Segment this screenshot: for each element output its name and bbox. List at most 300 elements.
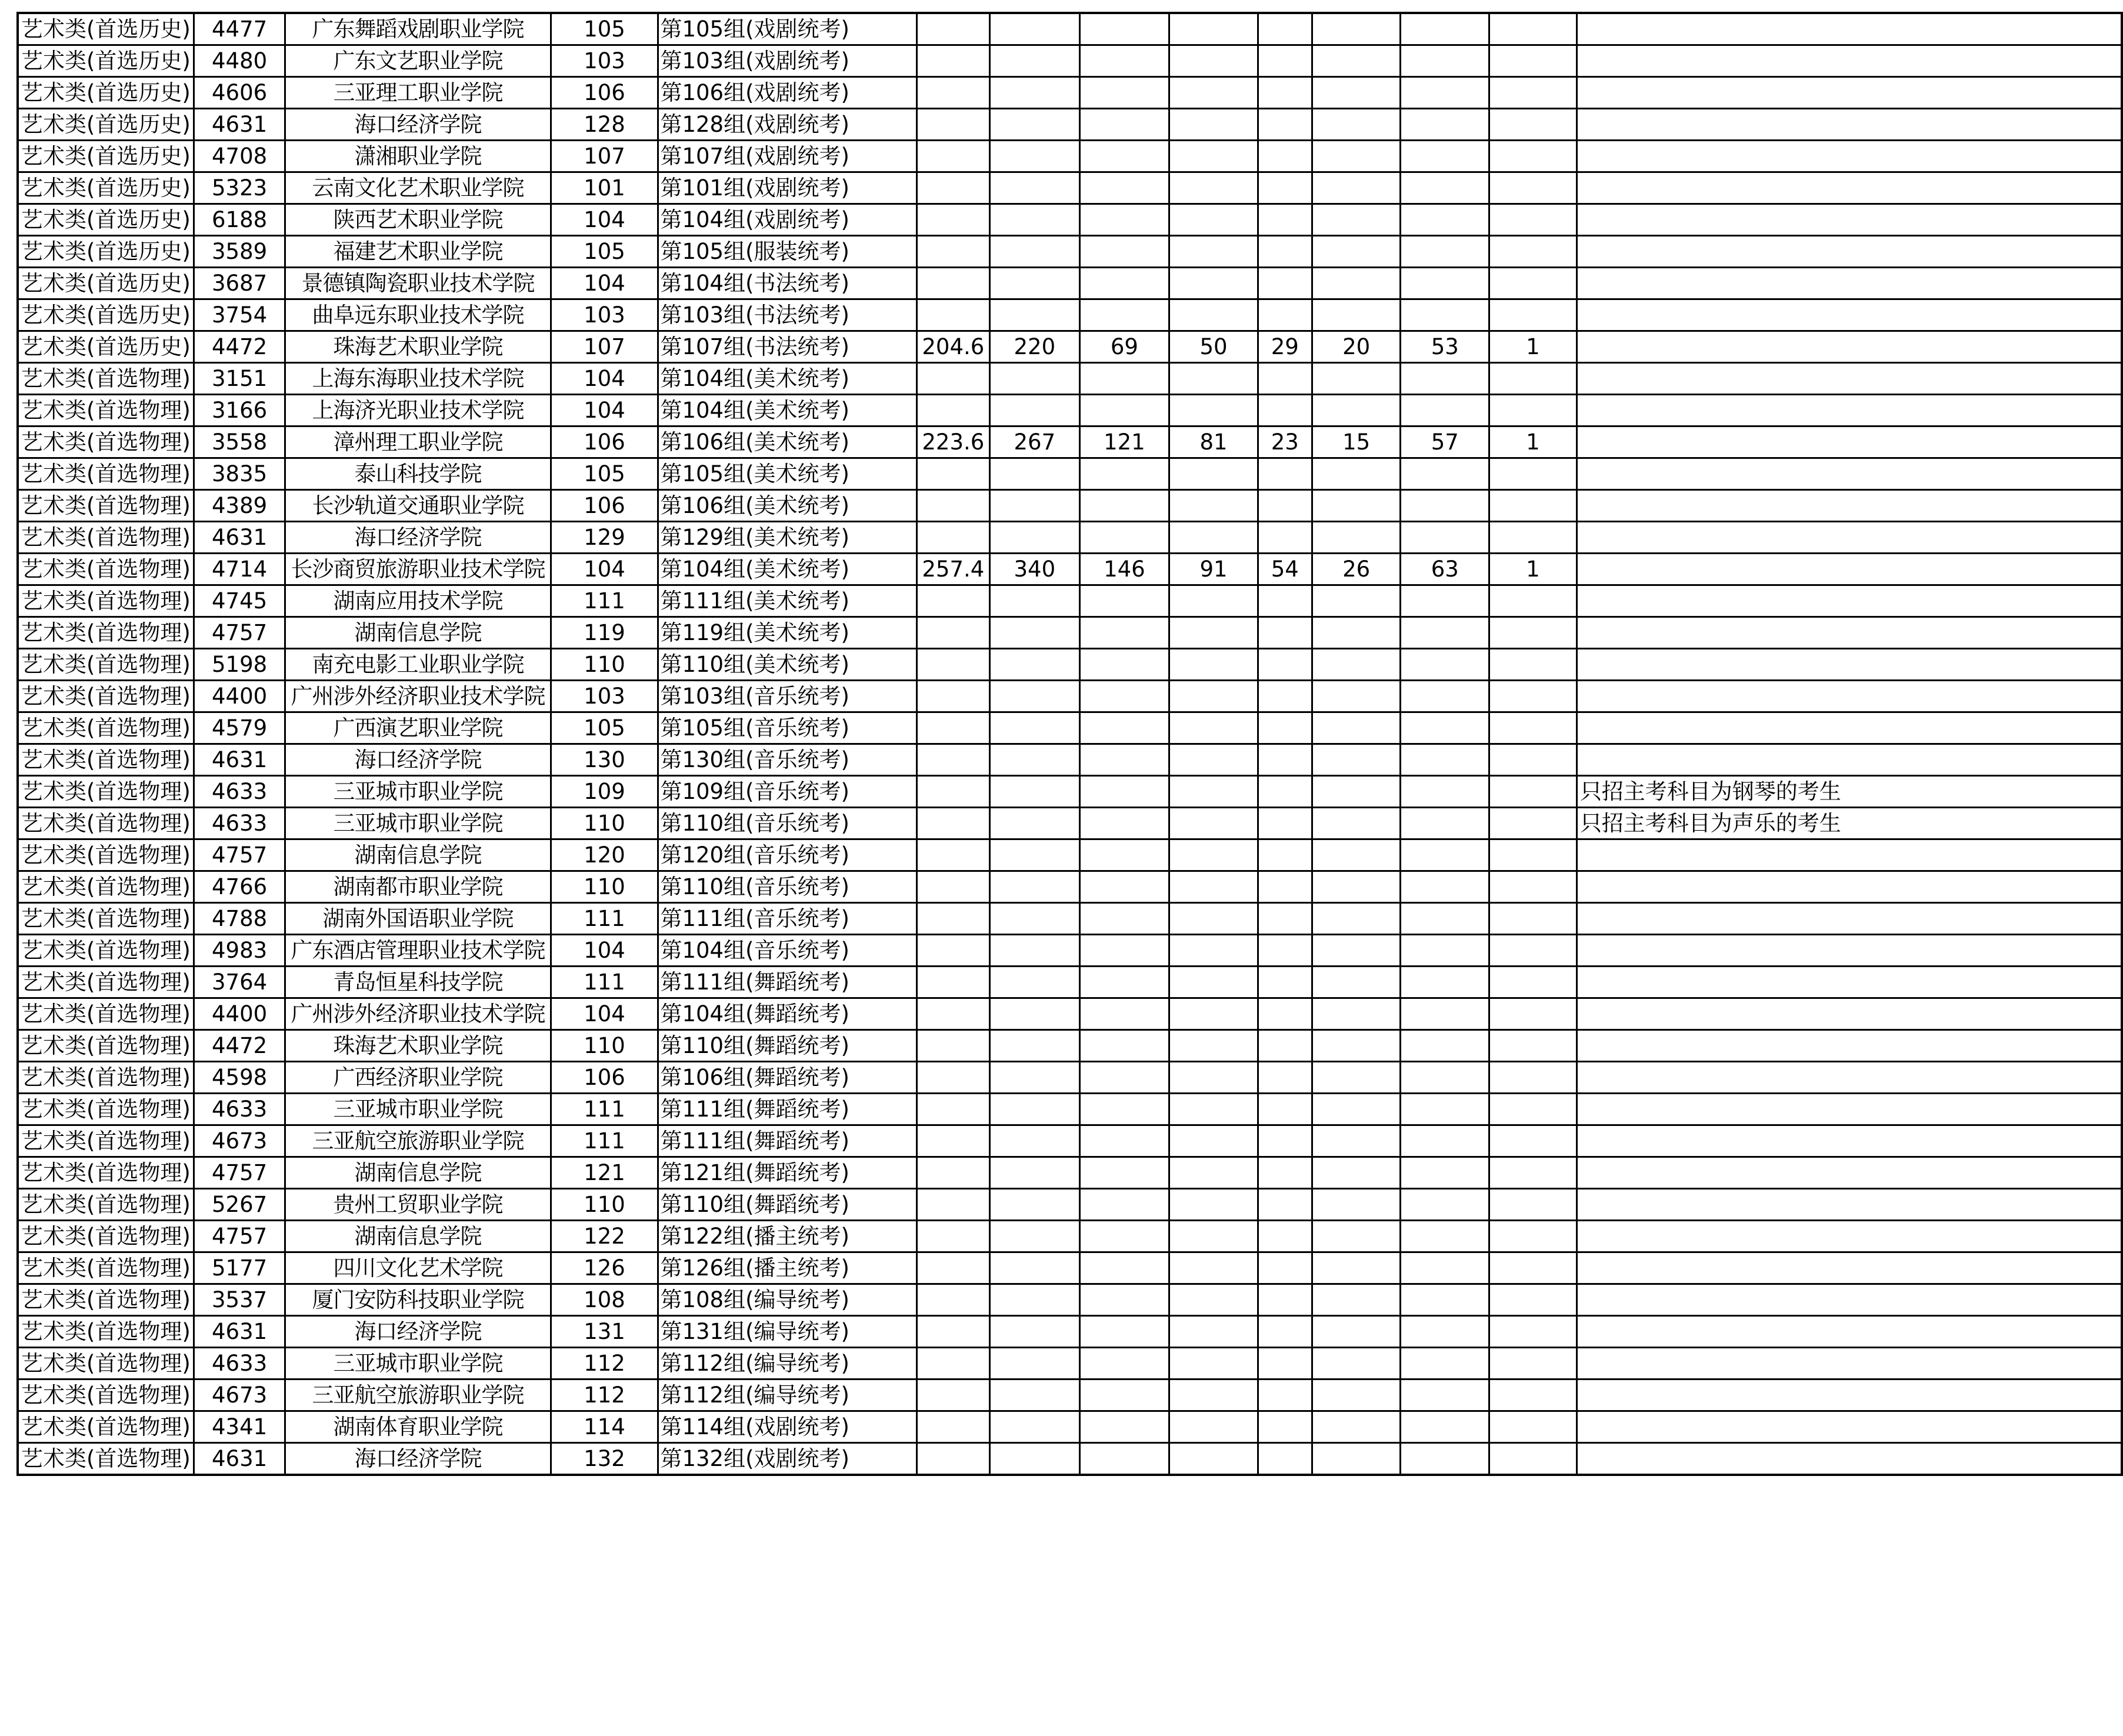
table-row bbox=[18, 77, 2122, 109]
value-cell bbox=[1169, 1189, 1258, 1221]
note-cell bbox=[1577, 299, 2122, 331]
value-cell bbox=[1079, 45, 1169, 77]
school-name-cell: 三亚理工职业学院 bbox=[285, 77, 551, 109]
value-cell bbox=[1169, 935, 1258, 967]
value-cell bbox=[1169, 77, 1258, 109]
value-cell bbox=[990, 141, 1080, 172]
value-cell bbox=[1489, 1189, 1577, 1221]
value-cell bbox=[1169, 1157, 1258, 1189]
group-name-cell: 第112组(编导统考) bbox=[658, 1348, 916, 1380]
group-code-cell: 105 bbox=[551, 236, 658, 268]
note-cell bbox=[1577, 554, 2122, 585]
value-cell bbox=[990, 1030, 1080, 1062]
category-cell: 艺术类(首选物理) bbox=[18, 808, 194, 839]
group-name-cell: 第112组(编导统考) bbox=[658, 1380, 916, 1411]
value-cell bbox=[1169, 998, 1258, 1030]
group-code-cell: 103 bbox=[551, 681, 658, 712]
value-cell bbox=[1312, 490, 1401, 522]
school-name-cell: 长沙轨道交通职业学院 bbox=[285, 490, 551, 522]
school-code-cell: 5267 bbox=[194, 1189, 285, 1221]
group-code-cell: 131 bbox=[551, 1316, 658, 1348]
value-cell bbox=[1169, 172, 1258, 204]
value-cell bbox=[1079, 1284, 1169, 1316]
group-code-cell: 104 bbox=[551, 395, 658, 426]
score-cell bbox=[916, 395, 989, 426]
school-name-cell: 青岛恒星科技学院 bbox=[285, 967, 551, 998]
category-cell: 艺术类(首选物理) bbox=[18, 998, 194, 1030]
value-cell bbox=[990, 1316, 1080, 1348]
value-cell bbox=[1169, 681, 1258, 712]
school-name-cell: 广西演艺职业学院 bbox=[285, 712, 551, 744]
group-code-cell: 111 bbox=[551, 1094, 658, 1125]
school-code-cell: 3754 bbox=[194, 299, 285, 331]
value-cell bbox=[1258, 268, 1312, 299]
value-cell bbox=[1169, 903, 1258, 935]
value-cell bbox=[1169, 871, 1258, 903]
school-name-cell: 广州涉外经济职业技术学院 bbox=[285, 681, 551, 712]
note-cell bbox=[1577, 522, 2122, 554]
value-cell bbox=[1401, 77, 1489, 109]
score-cell bbox=[916, 45, 989, 77]
value-cell bbox=[1401, 522, 1489, 554]
group-code-cell: 110 bbox=[551, 871, 658, 903]
value-cell bbox=[1401, 1125, 1489, 1157]
value-cell bbox=[1258, 712, 1312, 744]
score-cell bbox=[916, 808, 989, 839]
value-cell bbox=[1401, 808, 1489, 839]
table-row bbox=[18, 808, 2122, 839]
value-cell bbox=[1489, 141, 1577, 172]
value-cell: 15 bbox=[1312, 426, 1401, 458]
category-cell: 艺术类(首选物理) bbox=[18, 1030, 194, 1062]
value-cell bbox=[1079, 141, 1169, 172]
value-cell bbox=[990, 109, 1080, 141]
value-cell bbox=[1258, 871, 1312, 903]
value-cell bbox=[1258, 1157, 1312, 1189]
school-code-cell: 3764 bbox=[194, 967, 285, 998]
value-cell bbox=[1401, 1189, 1489, 1221]
value-cell bbox=[990, 45, 1080, 77]
value-cell bbox=[1312, 13, 1401, 45]
score-cell bbox=[916, 141, 989, 172]
note-cell bbox=[1577, 1030, 2122, 1062]
value-cell bbox=[1489, 1030, 1577, 1062]
note-cell bbox=[1577, 236, 2122, 268]
school-name-cell: 海口经济学院 bbox=[285, 1443, 551, 1475]
value-cell bbox=[1401, 935, 1489, 967]
value-cell bbox=[1489, 204, 1577, 236]
value-cell bbox=[1401, 13, 1489, 45]
category-cell: 艺术类(首选历史) bbox=[18, 299, 194, 331]
group-name-cell: 第114组(戏剧统考) bbox=[658, 1411, 916, 1443]
school-name-cell: 三亚航空旅游职业学院 bbox=[285, 1380, 551, 1411]
category-cell: 艺术类(首选历史) bbox=[18, 236, 194, 268]
value-cell bbox=[990, 1252, 1080, 1284]
value-cell bbox=[1079, 204, 1169, 236]
group-name-cell: 第108组(编导统考) bbox=[658, 1284, 916, 1316]
value-cell bbox=[1401, 1030, 1489, 1062]
table-row bbox=[18, 1284, 2122, 1316]
value-cell bbox=[1312, 172, 1401, 204]
group-code-cell: 122 bbox=[551, 1221, 658, 1252]
value-cell bbox=[990, 13, 1080, 45]
value-cell bbox=[1312, 204, 1401, 236]
value-cell bbox=[1489, 744, 1577, 776]
category-cell: 艺术类(首选历史) bbox=[18, 109, 194, 141]
category-cell: 艺术类(首选物理) bbox=[18, 1062, 194, 1094]
value-cell bbox=[1258, 204, 1312, 236]
table-row bbox=[18, 363, 2122, 395]
score-cell bbox=[916, 776, 989, 808]
value-cell bbox=[1489, 617, 1577, 649]
school-code-cell: 4745 bbox=[194, 585, 285, 617]
value-cell bbox=[1258, 681, 1312, 712]
value-cell bbox=[1312, 141, 1401, 172]
value-cell: 121 bbox=[1079, 426, 1169, 458]
value-cell bbox=[1169, 45, 1258, 77]
value-cell bbox=[1079, 395, 1169, 426]
value-cell bbox=[1258, 13, 1312, 45]
value-cell bbox=[1169, 776, 1258, 808]
value-cell bbox=[1258, 808, 1312, 839]
value-cell bbox=[1169, 1125, 1258, 1157]
value-cell bbox=[1312, 998, 1401, 1030]
value-cell bbox=[1258, 744, 1312, 776]
value-cell bbox=[990, 681, 1080, 712]
value-cell bbox=[1079, 808, 1169, 839]
value-cell bbox=[1258, 585, 1312, 617]
school-name-cell: 三亚城市职业学院 bbox=[285, 1348, 551, 1380]
note-cell bbox=[1577, 744, 2122, 776]
value-cell bbox=[990, 935, 1080, 967]
group-code-cell: 121 bbox=[551, 1157, 658, 1189]
category-cell: 艺术类(首选历史) bbox=[18, 172, 194, 204]
value-cell bbox=[1079, 649, 1169, 681]
score-cell bbox=[916, 935, 989, 967]
category-cell: 艺术类(首选物理) bbox=[18, 585, 194, 617]
school-code-cell: 4606 bbox=[194, 77, 285, 109]
category-cell: 艺术类(首选物理) bbox=[18, 617, 194, 649]
note-cell bbox=[1577, 585, 2122, 617]
school-code-cell: 5177 bbox=[194, 1252, 285, 1284]
value-cell bbox=[1312, 363, 1401, 395]
value-cell bbox=[990, 363, 1080, 395]
value-cell bbox=[1169, 522, 1258, 554]
value-cell bbox=[1401, 1157, 1489, 1189]
group-code-cell: 111 bbox=[551, 903, 658, 935]
value-cell bbox=[1169, 490, 1258, 522]
note-cell bbox=[1577, 1125, 2122, 1157]
group-name-cell: 第111组(音乐统考) bbox=[658, 903, 916, 935]
value-cell bbox=[1489, 363, 1577, 395]
group-name-cell: 第130组(音乐统考) bbox=[658, 744, 916, 776]
value-cell bbox=[1312, 617, 1401, 649]
school-name-cell: 泰山科技学院 bbox=[285, 458, 551, 490]
category-cell: 艺术类(首选物理) bbox=[18, 395, 194, 426]
group-name-cell: 第104组(美术统考) bbox=[658, 554, 916, 585]
category-cell: 艺术类(首选物理) bbox=[18, 1189, 194, 1221]
value-cell bbox=[1489, 77, 1577, 109]
value-cell bbox=[1401, 649, 1489, 681]
value-cell bbox=[1312, 585, 1401, 617]
note-cell bbox=[1577, 268, 2122, 299]
value-cell bbox=[1169, 712, 1258, 744]
value-cell bbox=[1401, 458, 1489, 490]
group-code-cell: 108 bbox=[551, 1284, 658, 1316]
value-cell bbox=[990, 395, 1080, 426]
school-name-cell: 上海东海职业技术学院 bbox=[285, 363, 551, 395]
value-cell bbox=[1312, 1125, 1401, 1157]
table-row bbox=[18, 522, 2122, 554]
value-cell bbox=[1312, 268, 1401, 299]
school-name-cell: 海口经济学院 bbox=[285, 744, 551, 776]
value-cell bbox=[1401, 1221, 1489, 1252]
value-cell bbox=[990, 649, 1080, 681]
value-cell bbox=[1258, 617, 1312, 649]
value-cell bbox=[1401, 617, 1489, 649]
table-row bbox=[18, 649, 2122, 681]
value-cell bbox=[1489, 935, 1577, 967]
value-cell bbox=[1258, 1125, 1312, 1157]
value-cell bbox=[1401, 1062, 1489, 1094]
category-cell: 艺术类(首选物理) bbox=[18, 458, 194, 490]
school-code-cell: 3687 bbox=[194, 268, 285, 299]
score-cell bbox=[916, 1252, 989, 1284]
table-row bbox=[18, 1157, 2122, 1189]
score-cell bbox=[916, 1221, 989, 1252]
group-code-cell: 130 bbox=[551, 744, 658, 776]
value-cell bbox=[1489, 1221, 1577, 1252]
note-cell bbox=[1577, 1316, 2122, 1348]
group-name-cell: 第131组(编导统考) bbox=[658, 1316, 916, 1348]
admission-table bbox=[16, 12, 2123, 1476]
value-cell bbox=[1401, 395, 1489, 426]
value-cell bbox=[1312, 903, 1401, 935]
category-cell: 艺术类(首选物理) bbox=[18, 1316, 194, 1348]
value-cell bbox=[990, 1094, 1080, 1125]
value-cell bbox=[1079, 1125, 1169, 1157]
value-cell bbox=[1079, 268, 1169, 299]
school-code-cell: 6188 bbox=[194, 204, 285, 236]
value-cell bbox=[1169, 1443, 1258, 1475]
score-cell bbox=[916, 522, 989, 554]
school-code-cell: 4631 bbox=[194, 744, 285, 776]
group-code-cell: 129 bbox=[551, 522, 658, 554]
table-row bbox=[18, 617, 2122, 649]
group-code-cell: 132 bbox=[551, 1443, 658, 1475]
value-cell bbox=[1312, 236, 1401, 268]
category-cell: 艺术类(首选物理) bbox=[18, 1157, 194, 1189]
school-name-cell: 湖南都市职业学院 bbox=[285, 871, 551, 903]
table-row bbox=[18, 45, 2122, 77]
table-row bbox=[18, 1062, 2122, 1094]
value-cell: 340 bbox=[990, 554, 1080, 585]
school-name-cell: 曲阜远东职业技术学院 bbox=[285, 299, 551, 331]
table-row bbox=[18, 839, 2122, 871]
score-cell bbox=[916, 839, 989, 871]
group-name-cell: 第107组(戏剧统考) bbox=[658, 141, 916, 172]
value-cell bbox=[1258, 776, 1312, 808]
value-cell bbox=[1079, 681, 1169, 712]
score-cell bbox=[916, 585, 989, 617]
value-cell: 26 bbox=[1312, 554, 1401, 585]
value-cell: 1 bbox=[1489, 554, 1577, 585]
value-cell bbox=[1079, 967, 1169, 998]
value-cell bbox=[990, 712, 1080, 744]
value-cell bbox=[990, 204, 1080, 236]
group-name-cell: 第101组(戏剧统考) bbox=[658, 172, 916, 204]
group-name-cell: 第103组(音乐统考) bbox=[658, 681, 916, 712]
value-cell bbox=[1079, 935, 1169, 967]
school-name-cell: 贵州工贸职业学院 bbox=[285, 1189, 551, 1221]
value-cell bbox=[1401, 363, 1489, 395]
value-cell bbox=[990, 871, 1080, 903]
note-cell bbox=[1577, 77, 2122, 109]
group-code-cell: 107 bbox=[551, 141, 658, 172]
group-name-cell: 第126组(播主统考) bbox=[658, 1252, 916, 1284]
group-code-cell: 110 bbox=[551, 1189, 658, 1221]
school-name-cell: 海口经济学院 bbox=[285, 522, 551, 554]
value-cell bbox=[1079, 998, 1169, 1030]
value-cell bbox=[1312, 522, 1401, 554]
value-cell bbox=[1258, 903, 1312, 935]
table-row bbox=[18, 1443, 2122, 1475]
value-cell bbox=[1489, 1125, 1577, 1157]
note-cell bbox=[1577, 395, 2122, 426]
school-name-cell: 湖南信息学院 bbox=[285, 1221, 551, 1252]
score-cell: 223.6 bbox=[916, 426, 989, 458]
school-code-cell: 3151 bbox=[194, 363, 285, 395]
value-cell bbox=[1489, 299, 1577, 331]
school-name-cell: 潇湘职业学院 bbox=[285, 141, 551, 172]
table-row bbox=[18, 935, 2122, 967]
value-cell bbox=[1169, 585, 1258, 617]
value-cell bbox=[1489, 1443, 1577, 1475]
note-cell: 只招主考科目为声乐的考生 bbox=[1577, 808, 2122, 839]
category-cell: 艺术类(首选物理) bbox=[18, 935, 194, 967]
category-cell: 艺术类(首选物理) bbox=[18, 1252, 194, 1284]
value-cell bbox=[990, 1221, 1080, 1252]
value-cell bbox=[1258, 839, 1312, 871]
group-name-cell: 第106组(戏剧统考) bbox=[658, 77, 916, 109]
school-code-cell: 4757 bbox=[194, 1157, 285, 1189]
table-row bbox=[18, 458, 2122, 490]
score-cell bbox=[916, 712, 989, 744]
table-row bbox=[18, 585, 2122, 617]
value-cell bbox=[1312, 808, 1401, 839]
value-cell bbox=[1079, 871, 1169, 903]
school-code-cell: 3558 bbox=[194, 426, 285, 458]
group-name-cell: 第103组(戏剧统考) bbox=[658, 45, 916, 77]
value-cell bbox=[1401, 1094, 1489, 1125]
note-cell bbox=[1577, 363, 2122, 395]
category-cell: 艺术类(首选物理) bbox=[18, 1221, 194, 1252]
group-name-cell: 第132组(戏剧统考) bbox=[658, 1443, 916, 1475]
school-name-cell: 湖南应用技术学院 bbox=[285, 585, 551, 617]
value-cell bbox=[1079, 1221, 1169, 1252]
category-cell: 艺术类(首选物理) bbox=[18, 490, 194, 522]
group-name-cell: 第104组(音乐统考) bbox=[658, 935, 916, 967]
value-cell bbox=[1489, 808, 1577, 839]
group-name-cell: 第104组(美术统考) bbox=[658, 363, 916, 395]
school-name-cell: 长沙商贸旅游职业技术学院 bbox=[285, 554, 551, 585]
school-name-cell: 广州涉外经济职业技术学院 bbox=[285, 998, 551, 1030]
group-code-cell: 105 bbox=[551, 458, 658, 490]
score-cell bbox=[916, 1380, 989, 1411]
value-cell bbox=[990, 744, 1080, 776]
value-cell bbox=[1489, 268, 1577, 299]
value-cell bbox=[1258, 1411, 1312, 1443]
value-cell: 81 bbox=[1169, 426, 1258, 458]
school-code-cell: 4631 bbox=[194, 522, 285, 554]
school-code-cell: 4400 bbox=[194, 681, 285, 712]
value-cell bbox=[1258, 77, 1312, 109]
value-cell bbox=[1169, 1062, 1258, 1094]
note-cell bbox=[1577, 1062, 2122, 1094]
value-cell bbox=[1258, 109, 1312, 141]
group-code-cell: 128 bbox=[551, 109, 658, 141]
value-cell: 1 bbox=[1489, 426, 1577, 458]
group-name-cell: 第105组(戏剧统考) bbox=[658, 13, 916, 45]
category-cell: 艺术类(首选物理) bbox=[18, 903, 194, 935]
value-cell bbox=[1312, 1348, 1401, 1380]
school-name-cell: 三亚城市职业学院 bbox=[285, 776, 551, 808]
value-cell bbox=[1169, 1094, 1258, 1125]
school-name-cell: 三亚城市职业学院 bbox=[285, 1094, 551, 1125]
value-cell bbox=[1258, 395, 1312, 426]
note-cell bbox=[1577, 1348, 2122, 1380]
value-cell bbox=[1169, 363, 1258, 395]
group-name-cell: 第104组(舞蹈统考) bbox=[658, 998, 916, 1030]
value-cell bbox=[1401, 681, 1489, 712]
value-cell bbox=[1079, 1062, 1169, 1094]
value-cell bbox=[1489, 1316, 1577, 1348]
value-cell bbox=[1258, 458, 1312, 490]
group-code-cell: 112 bbox=[551, 1380, 658, 1411]
value-cell bbox=[1169, 458, 1258, 490]
school-code-cell: 4757 bbox=[194, 617, 285, 649]
group-name-cell: 第104组(书法统考) bbox=[658, 268, 916, 299]
table-row bbox=[18, 998, 2122, 1030]
school-code-cell: 3537 bbox=[194, 1284, 285, 1316]
score-cell bbox=[916, 1316, 989, 1348]
score-cell bbox=[916, 681, 989, 712]
value-cell bbox=[1169, 839, 1258, 871]
value-cell bbox=[1169, 236, 1258, 268]
category-cell: 艺术类(首选物理) bbox=[18, 712, 194, 744]
score-cell bbox=[916, 903, 989, 935]
value-cell bbox=[1258, 141, 1312, 172]
value-cell bbox=[1169, 299, 1258, 331]
value-cell bbox=[1258, 1062, 1312, 1094]
value-cell bbox=[990, 490, 1080, 522]
value-cell bbox=[990, 1189, 1080, 1221]
value-cell bbox=[1312, 712, 1401, 744]
table-row bbox=[18, 776, 2122, 808]
group-name-cell: 第111组(舞蹈统考) bbox=[658, 1125, 916, 1157]
school-code-cell: 4631 bbox=[194, 109, 285, 141]
school-code-cell: 4633 bbox=[194, 1348, 285, 1380]
value-cell bbox=[1169, 1380, 1258, 1411]
group-code-cell: 104 bbox=[551, 554, 658, 585]
value-cell bbox=[1489, 712, 1577, 744]
table-row bbox=[18, 712, 2122, 744]
value-cell bbox=[1401, 1443, 1489, 1475]
value-cell: 23 bbox=[1258, 426, 1312, 458]
value-cell bbox=[1312, 109, 1401, 141]
value-cell bbox=[1489, 903, 1577, 935]
value-cell bbox=[990, 998, 1080, 1030]
